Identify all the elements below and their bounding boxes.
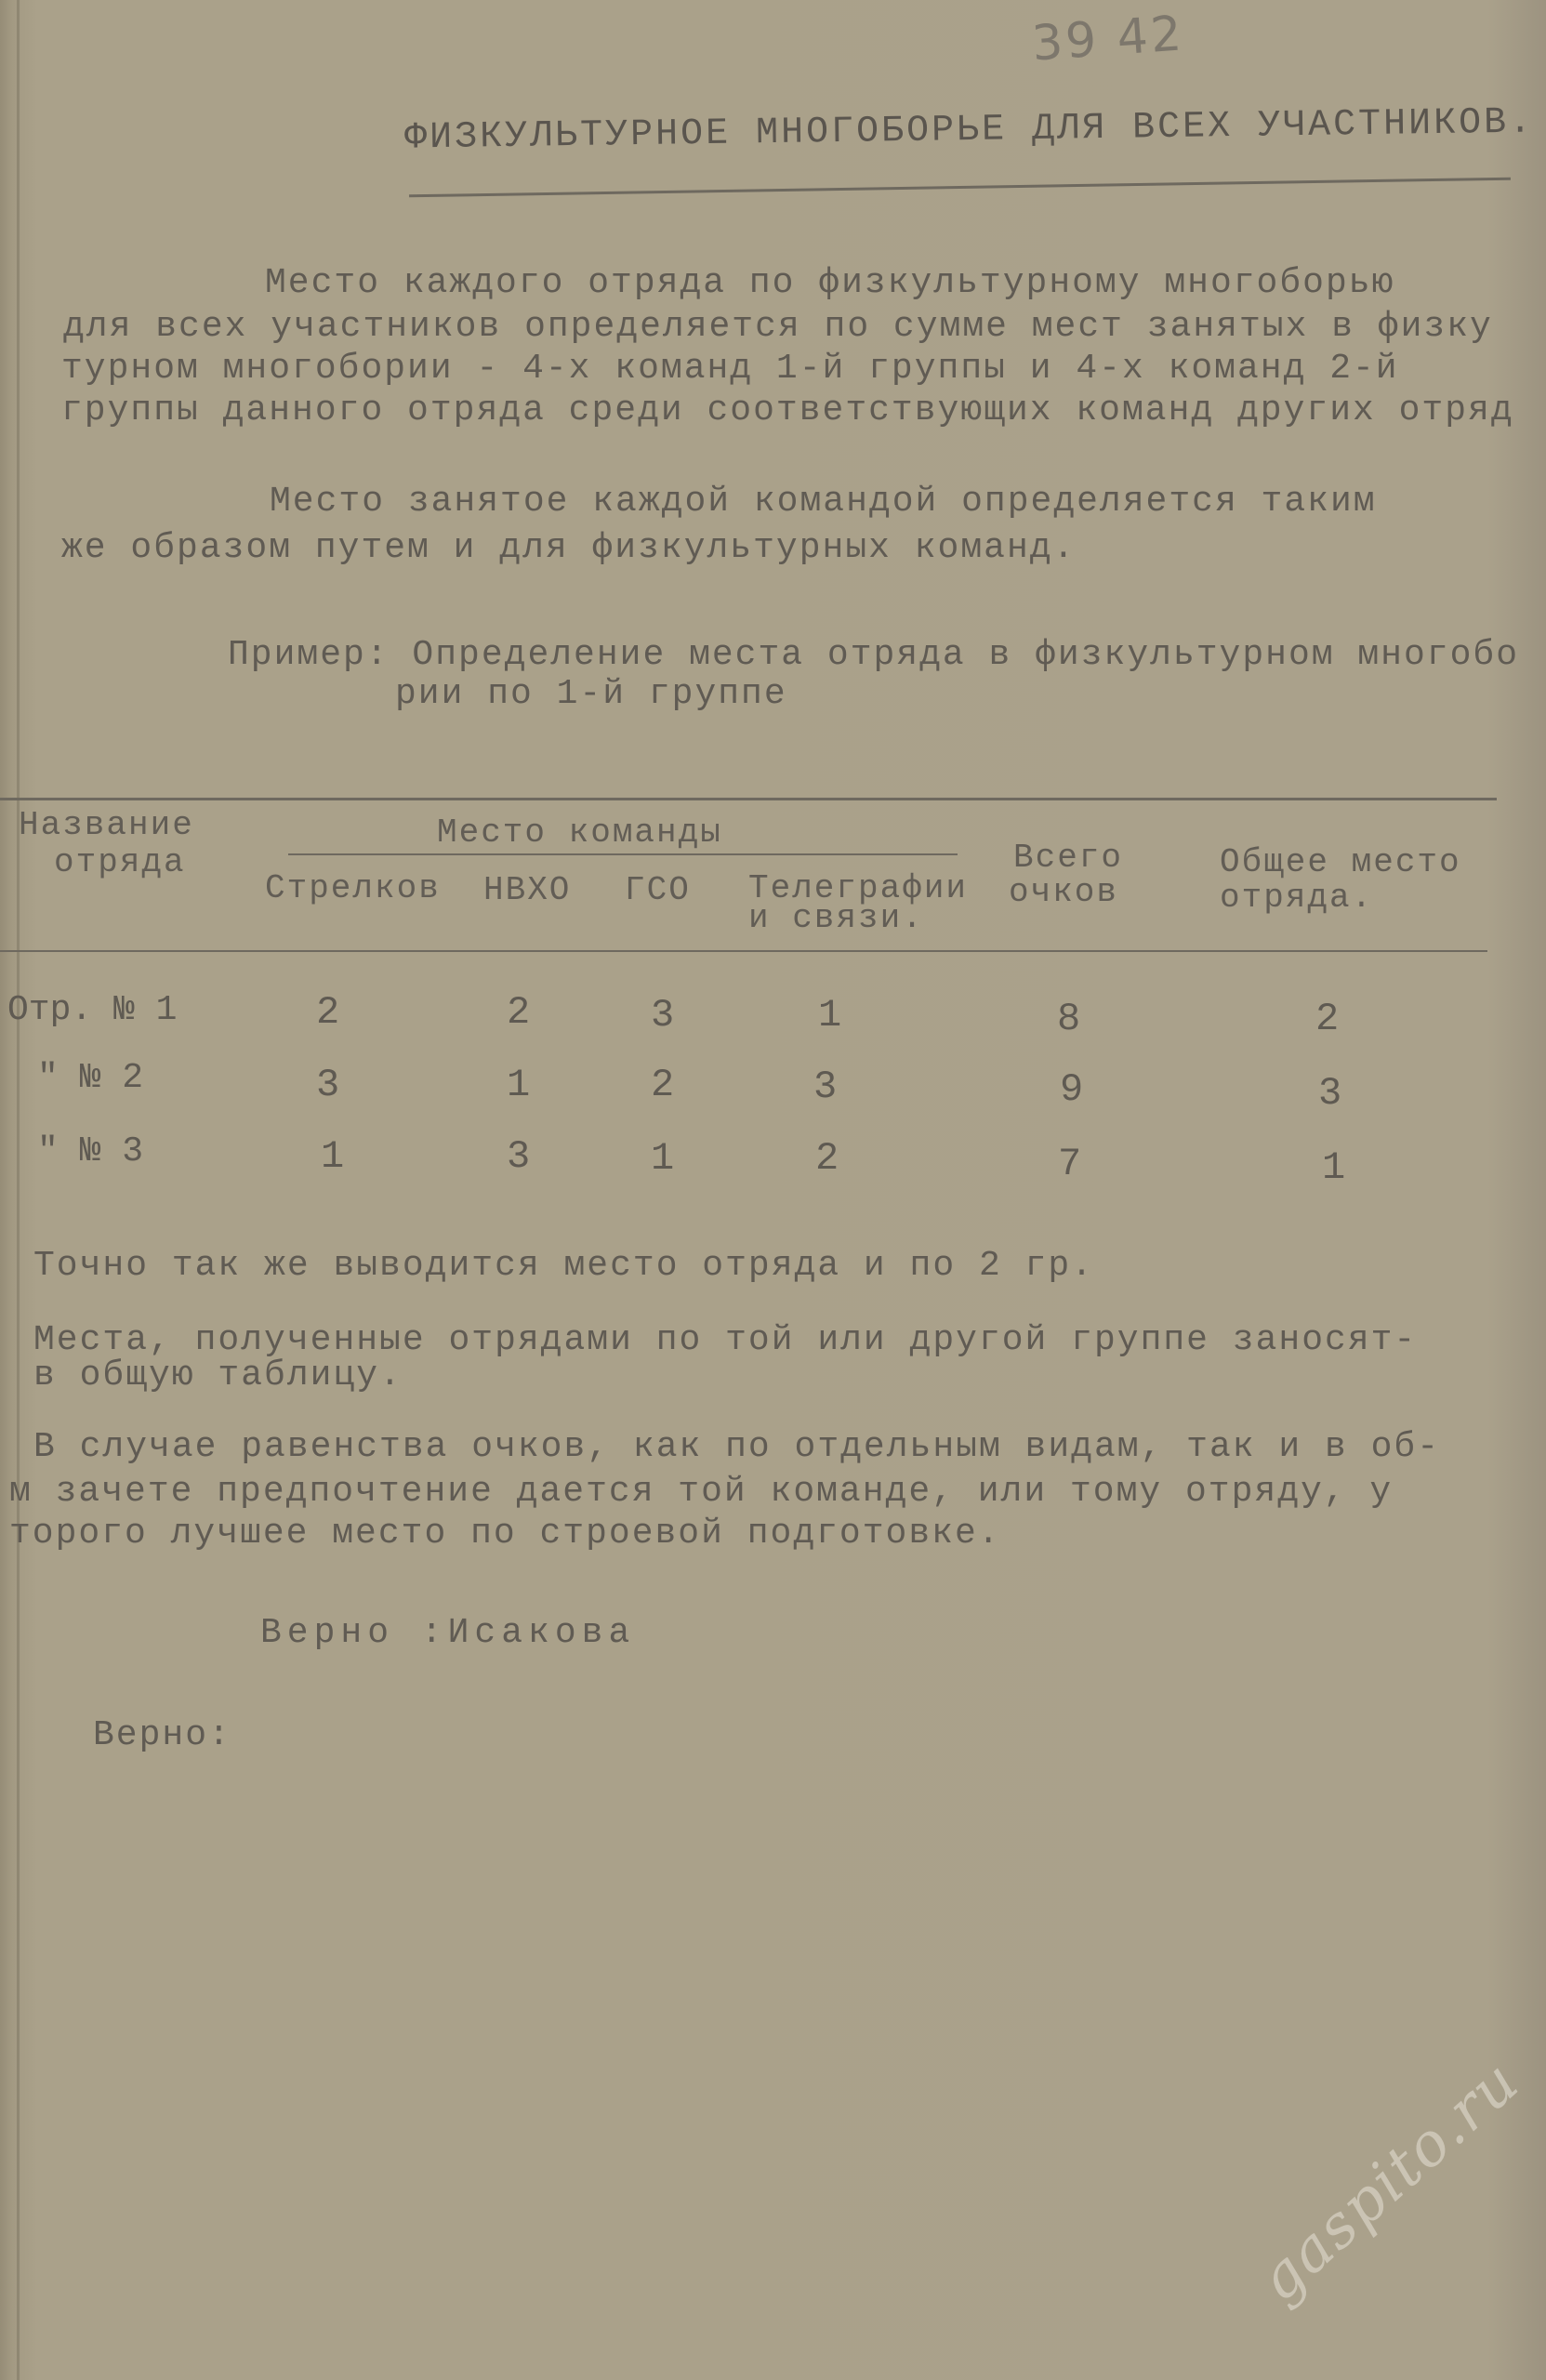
row-3-overall: 1 (1322, 1145, 1346, 1190)
row-1-telegraph: 1 (818, 993, 842, 1038)
paragraph-2-line-1: Место занятое каждой командой определяется таким (270, 482, 1377, 522)
row-3-gso: 1 (651, 1136, 675, 1181)
title-underline (409, 178, 1511, 198)
header-name-line-1: Название (19, 806, 194, 844)
header-pvho: НВХО (483, 871, 572, 909)
paragraph-1-line-1: Место каждого отряда по физкультурному многоборью (265, 263, 1395, 303)
row-1-name: Отр. № 1 (7, 990, 178, 1030)
table-header-bottom-rule (0, 950, 1487, 952)
row-3-name: " № 3 (37, 1131, 144, 1171)
row-2-pvho: 1 (507, 1063, 531, 1107)
row-2-shooters: 3 (316, 1063, 340, 1107)
places-line-2: в общую таблицу. (33, 1355, 403, 1395)
header-overall-line-1: Общее место (1220, 843, 1461, 881)
tie-line-3: торого лучшее место по строевой подготовке. (9, 1514, 1001, 1554)
group-2-line: Точно так же выводится место отряда и по 2 гр. (33, 1246, 1094, 1286)
example-line-2: рии по 1-й группе (395, 674, 787, 714)
places-line-1: Места, полученные отрядами по той или другой группе заносят- (33, 1320, 1418, 1360)
header-telegraph-line-1: Телеграфии (748, 869, 969, 907)
row-2-gso: 2 (651, 1063, 675, 1107)
row-2-name: " № 2 (37, 1058, 144, 1098)
verno-line: Верно: (93, 1715, 231, 1755)
header-shooters: Стрелков (265, 869, 441, 907)
paragraph-1-line-2: для всех участников определяется по сумме мест занятых в физку (63, 307, 1493, 347)
header-total-line-2: очков (1009, 873, 1119, 911)
document-title: ФИЗКУЛЬТУРНОЕ МНОГОБОРЬЕ ДЛЯ ВСЕХ УЧАСТНИКОВ. (403, 101, 1535, 160)
row-3-total: 7 (1058, 1142, 1082, 1186)
watermark: gaspito.ru (1246, 2046, 1533, 2315)
paragraph-2-line-2: же образом путем и для физкультурных команд. (61, 528, 1077, 568)
header-name-line-2: отряда (54, 843, 186, 881)
row-1-shooters: 2 (316, 990, 340, 1035)
paragraph-1-line-4: группы данного отряда среди соответствующих команд других отряд (61, 390, 1514, 430)
header-telegraph-line-2: и связи. (748, 899, 924, 937)
page-edge-shadow (17, 0, 20, 2380)
row-1-pvho: 2 (507, 990, 531, 1035)
paragraph-1-line-3: турном многобории - 4-х команд 1-й группы и 4-х команд 2-й (61, 349, 1399, 389)
header-overall-line-2: отряда. (1220, 879, 1374, 917)
row-3-pvho: 3 (507, 1134, 531, 1179)
folio-number: 39 42 (1030, 6, 1186, 73)
row-3-telegraph: 2 (815, 1136, 839, 1181)
example-line-1: Пример: Определение места отряда в физкультурном многобо (228, 635, 1520, 675)
row-1-gso: 3 (651, 993, 675, 1038)
row-2-telegraph: 3 (813, 1064, 838, 1109)
row-1-overall: 2 (1315, 997, 1340, 1041)
tie-line-1: В случае равенства очков, как по отдельным видам, так и в об- (33, 1427, 1441, 1467)
header-total-line-1: Всего (1013, 839, 1124, 877)
row-1-total: 8 (1057, 997, 1081, 1041)
tie-line-2: м зачете предпочтение дается той команде, или тому отряду, у (9, 1472, 1394, 1512)
row-2-overall: 3 (1318, 1071, 1342, 1116)
header-gso: ГСО (625, 871, 691, 909)
row-3-shooters: 1 (321, 1134, 345, 1179)
table-top-rule (0, 798, 1497, 800)
signature-isakova: Верно :Исакова (260, 1613, 636, 1653)
row-2-total: 9 (1060, 1067, 1084, 1112)
header-group-place: Место команды (437, 813, 722, 852)
group-header-rule (288, 853, 958, 855)
